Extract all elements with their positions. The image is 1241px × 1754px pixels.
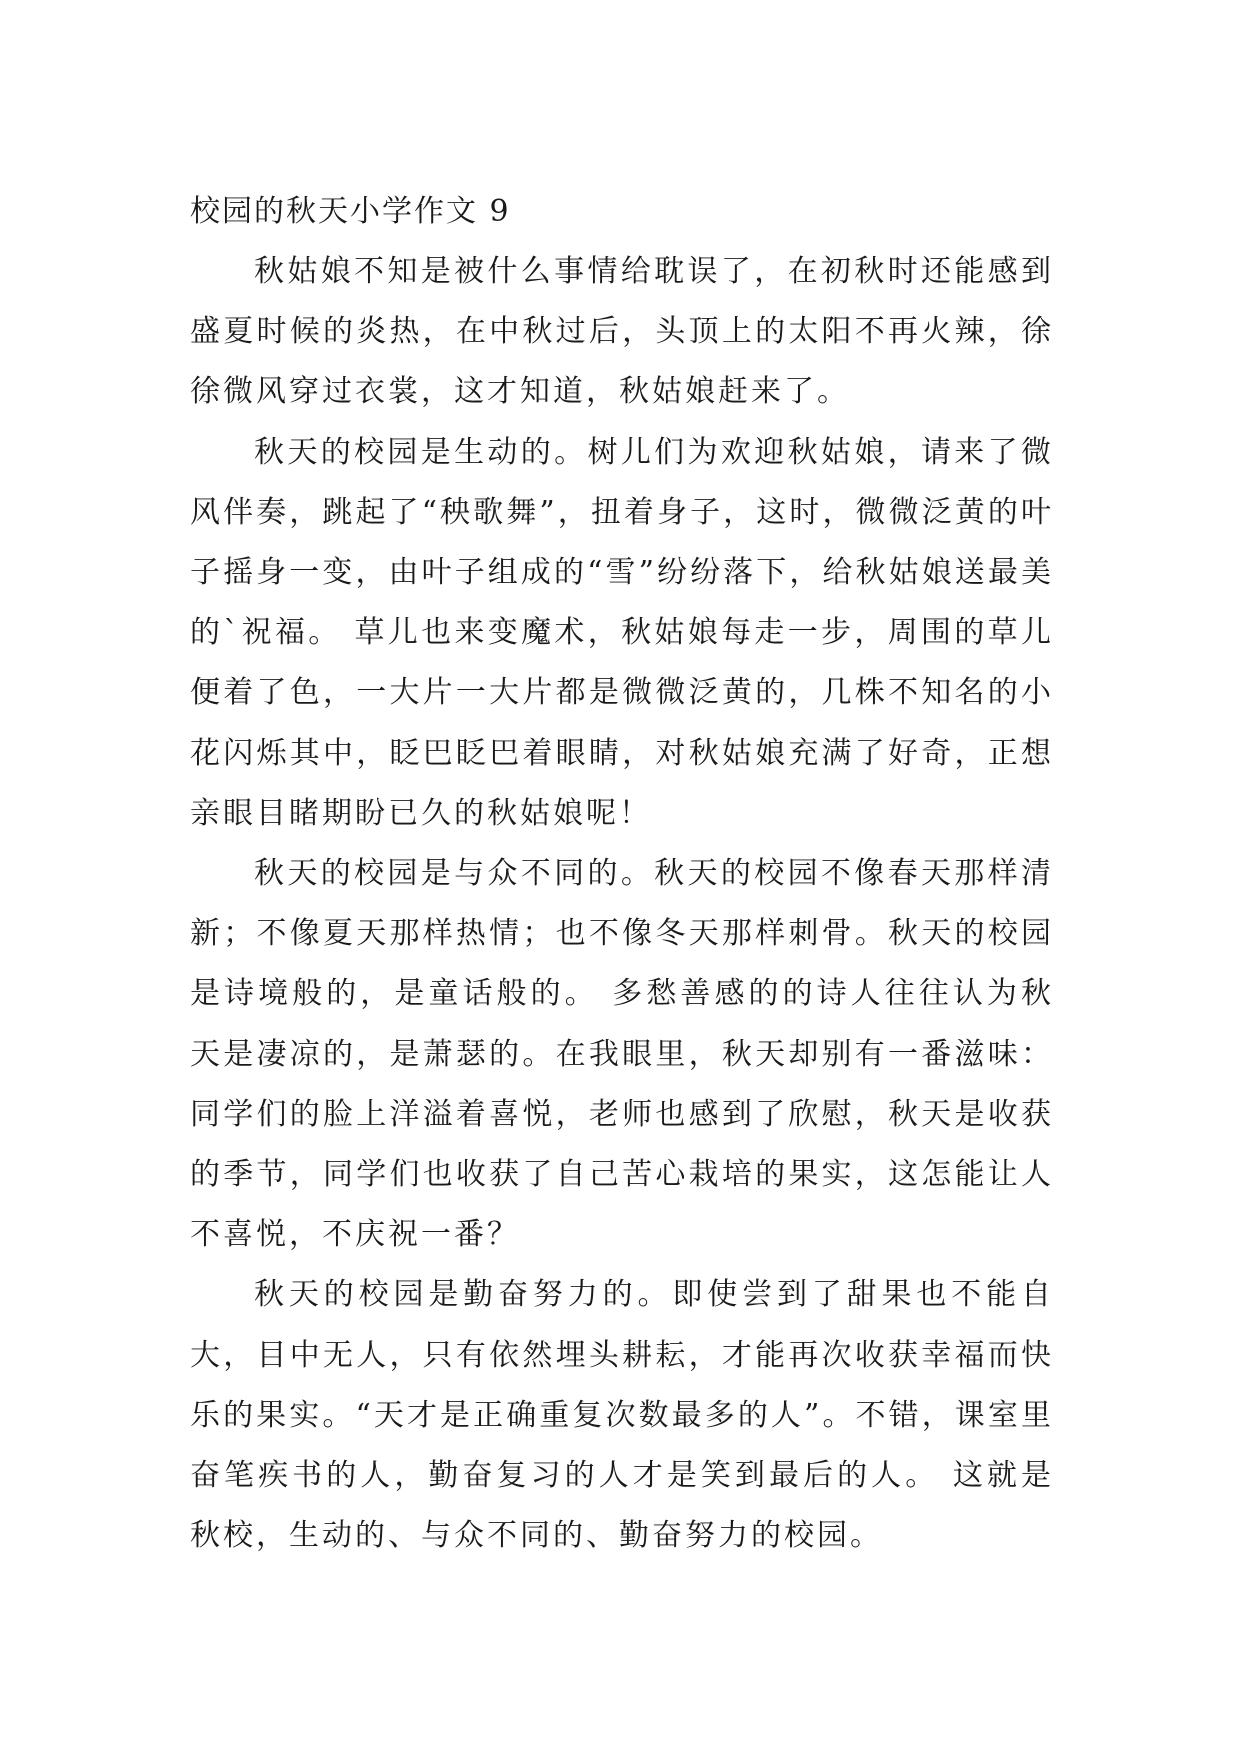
paragraph-3: 秋天的校园是与众不同的。秋天的校园不像春天那样清新；不像夏天那样热情；也不像冬天那样刺骨。秋天的校园是诗境般的，是童话般的。 多愁善感的的诗人往往认为秋天是凄凉的，是萧瑟的。在我眼里，秋天却别有一番滋味：同学们的脸上洋溢着喜悦，老师也感到了欣慰，秋天是收获的季节，同学们也收获了自己苦心栽培的果实，这怎能让人不喜悦，不庆祝一番？ bbox=[190, 856, 1054, 1253]
document-body bbox=[190, 182, 1054, 1566]
paragraph-1: 秋姑娘不知是被什么事情给耽误了，在初秋时还能感到盛夏时候的炎热，在中秋过后，头顶上的太阳不再火辣，徐徐微风穿过衣裳，这才知道，秋姑娘赶来了。 bbox=[190, 254, 1054, 410]
document-title: 校园的秋天小学作文 9 bbox=[190, 194, 511, 229]
paragraph-2: 秋天的校园是生动的。树儿们为欢迎秋姑娘，请来了微风伴奏，跳起了“秧歌舞”，扭着身子，这时，微微泛黄的叶子摇身一变，由叶子组成的“雪”纷纷落下，给秋姑娘送最美的`祝福。 草儿也来变魔术，秋姑娘每走一步，周围的草儿便着了色，一大片一大片都是微微泛黄的，几株不知名的小花闪烁其中，眨巴眨巴着眼睛，对秋姑娘充满了好奇，正想亲眼目睹期盼已久的秋姑娘呢！ bbox=[190, 434, 1054, 831]
paragraph-4: 秋天的校园是勤奋努力的。即使尝到了甜果也不能自大，目中无人，只有依然埋头耕耘，才能再次收获幸福而快乐的果实。“天才是正确重复次数最多的人”。不错，课室里奋笔疾书的人，勤奋复习的人才是笑到最后的人。 这就是秋校，生动的、与众不同的、勤奋努力的校园。 bbox=[190, 1277, 1054, 1554]
